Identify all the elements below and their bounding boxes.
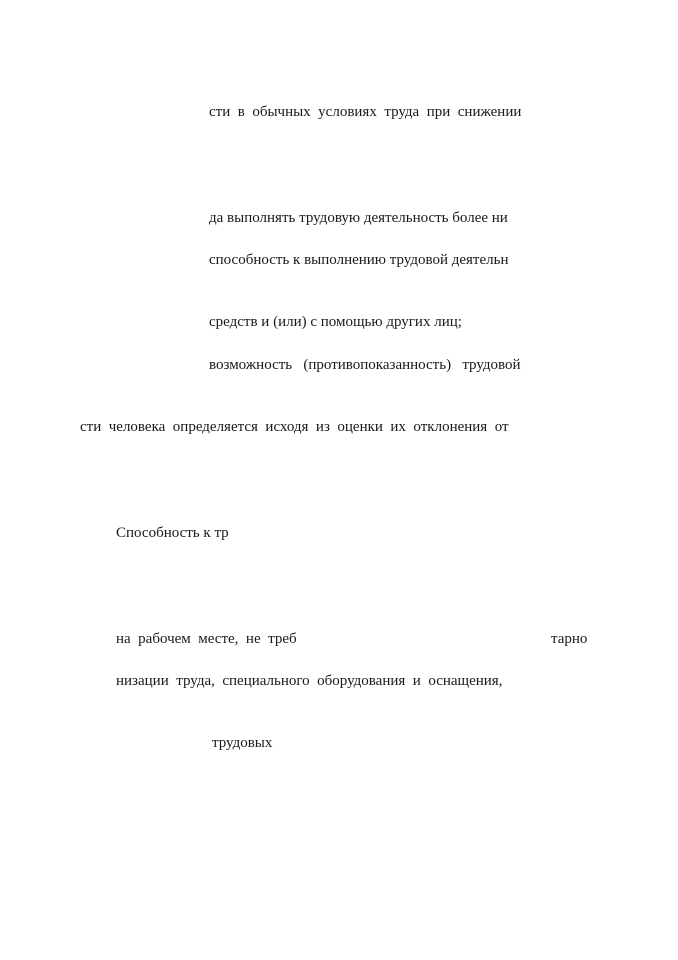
- text-line-3: способность к выполнению трудовой деятельн: [209, 252, 509, 268]
- text-line-1: сти в обычных условиях труда при снижении: [209, 104, 522, 120]
- text-line-6: сти человека определяется исходя из оценки их отклонения от: [80, 419, 509, 435]
- text-line-9: низации труда, специального оборудования и оснащения,: [116, 673, 503, 689]
- text-line-8b: тарно: [551, 631, 588, 647]
- text-line-2: да выполнять трудовую деятельность более ни: [209, 210, 508, 226]
- text-line-7: Способность к тр: [116, 525, 229, 541]
- text-line-8: на рабочем месте, не треб: [116, 631, 297, 647]
- text-line-5: возможность (противопоказанность) трудовой: [209, 357, 521, 373]
- text-line-4: средств и (или) с помощью других лиц;: [209, 314, 462, 330]
- text-line-10: трудовых: [212, 735, 273, 751]
